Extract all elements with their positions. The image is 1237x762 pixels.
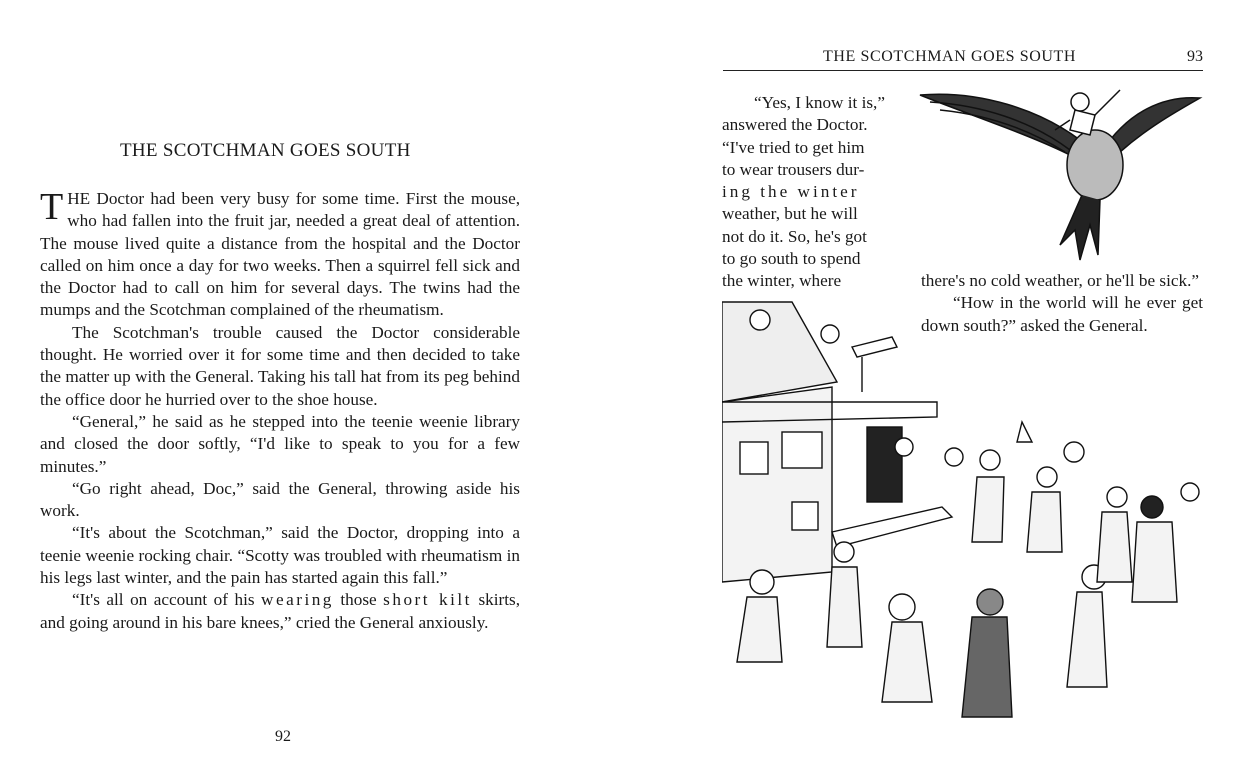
paragraph-6: “It's all on account of his wearing those short kilt skirts, and going around in his bare knees,” cried the General anxiously. xyxy=(40,590,521,632)
flying-bird-illustration xyxy=(910,80,1210,270)
text-line: “I've tried to get him xyxy=(722,137,865,157)
text-paragraph: “How in the world will he ever get down south?” asked the General. xyxy=(921,293,1203,335)
right-narrow-column xyxy=(722,92,912,293)
crowd-illustration xyxy=(722,292,1204,730)
page-number-right: 93 xyxy=(1187,48,1203,65)
paragraph-4: “Go right ahead, Doc,” said the General, throwing aside his work. xyxy=(40,478,520,521)
text-line: to wear trousers dur- xyxy=(722,159,865,179)
text-line: the winter, where xyxy=(722,271,842,291)
right-page xyxy=(600,0,1237,762)
paragraph-1: THE Doctor had been very busy for some time. First the mouse, who had fallen into the fruit jar, needed a great deal of attention. The mouse lived quite a distance from the hospital and the Doctor called on him once a day for two weeks. Then a squirrel fell sick and the Doctor had to call on him for several days. The twins had the mumps and the Scotchman complained of the rheumatism. xyxy=(40,186,520,320)
chapter-title: THE SCOTCHMAN GOES SOUTH xyxy=(120,140,411,161)
text-line: ing the winter xyxy=(722,182,860,202)
drop-cap: T xyxy=(40,186,64,228)
page-number-left: 92 xyxy=(275,728,291,745)
text-line: not do it. So, he's got xyxy=(722,226,867,246)
text-line: weather, but he will xyxy=(722,204,858,224)
text-continuation: there's no cold weather, or he'll be sick.” xyxy=(921,271,1200,290)
left-page xyxy=(0,0,600,762)
paragraph-5: “It's about the Scotchman,” said the Doctor, dropping into a teenie weenie rocking chair. “Scotty was troubled with rheumatism in his legs last winter, and the pain has started again this fall.” xyxy=(40,523,520,588)
text-line: “Yes, I know it is,” xyxy=(754,93,885,112)
text-line: to go south to spend xyxy=(722,249,861,269)
paragraph-3: “General,” he said as he stepped into the teenie weenie library and closed the door softly, “I'd like to speak to you for a few minutes.” xyxy=(40,411,520,476)
text-line: answered the Doctor. xyxy=(722,115,868,135)
running-header xyxy=(723,48,1203,71)
left-body-text xyxy=(40,188,520,634)
paragraph-2: The Scotchman's trouble caused the Doctor considerable thought. He worried over it for some time and then decided to take the matter up with the General. Taking his tall hat from its peg behind the office door he hurried over to the shoe house. xyxy=(40,322,520,409)
running-title: THE SCOTCHMAN GOES SOUTH xyxy=(823,48,1077,65)
